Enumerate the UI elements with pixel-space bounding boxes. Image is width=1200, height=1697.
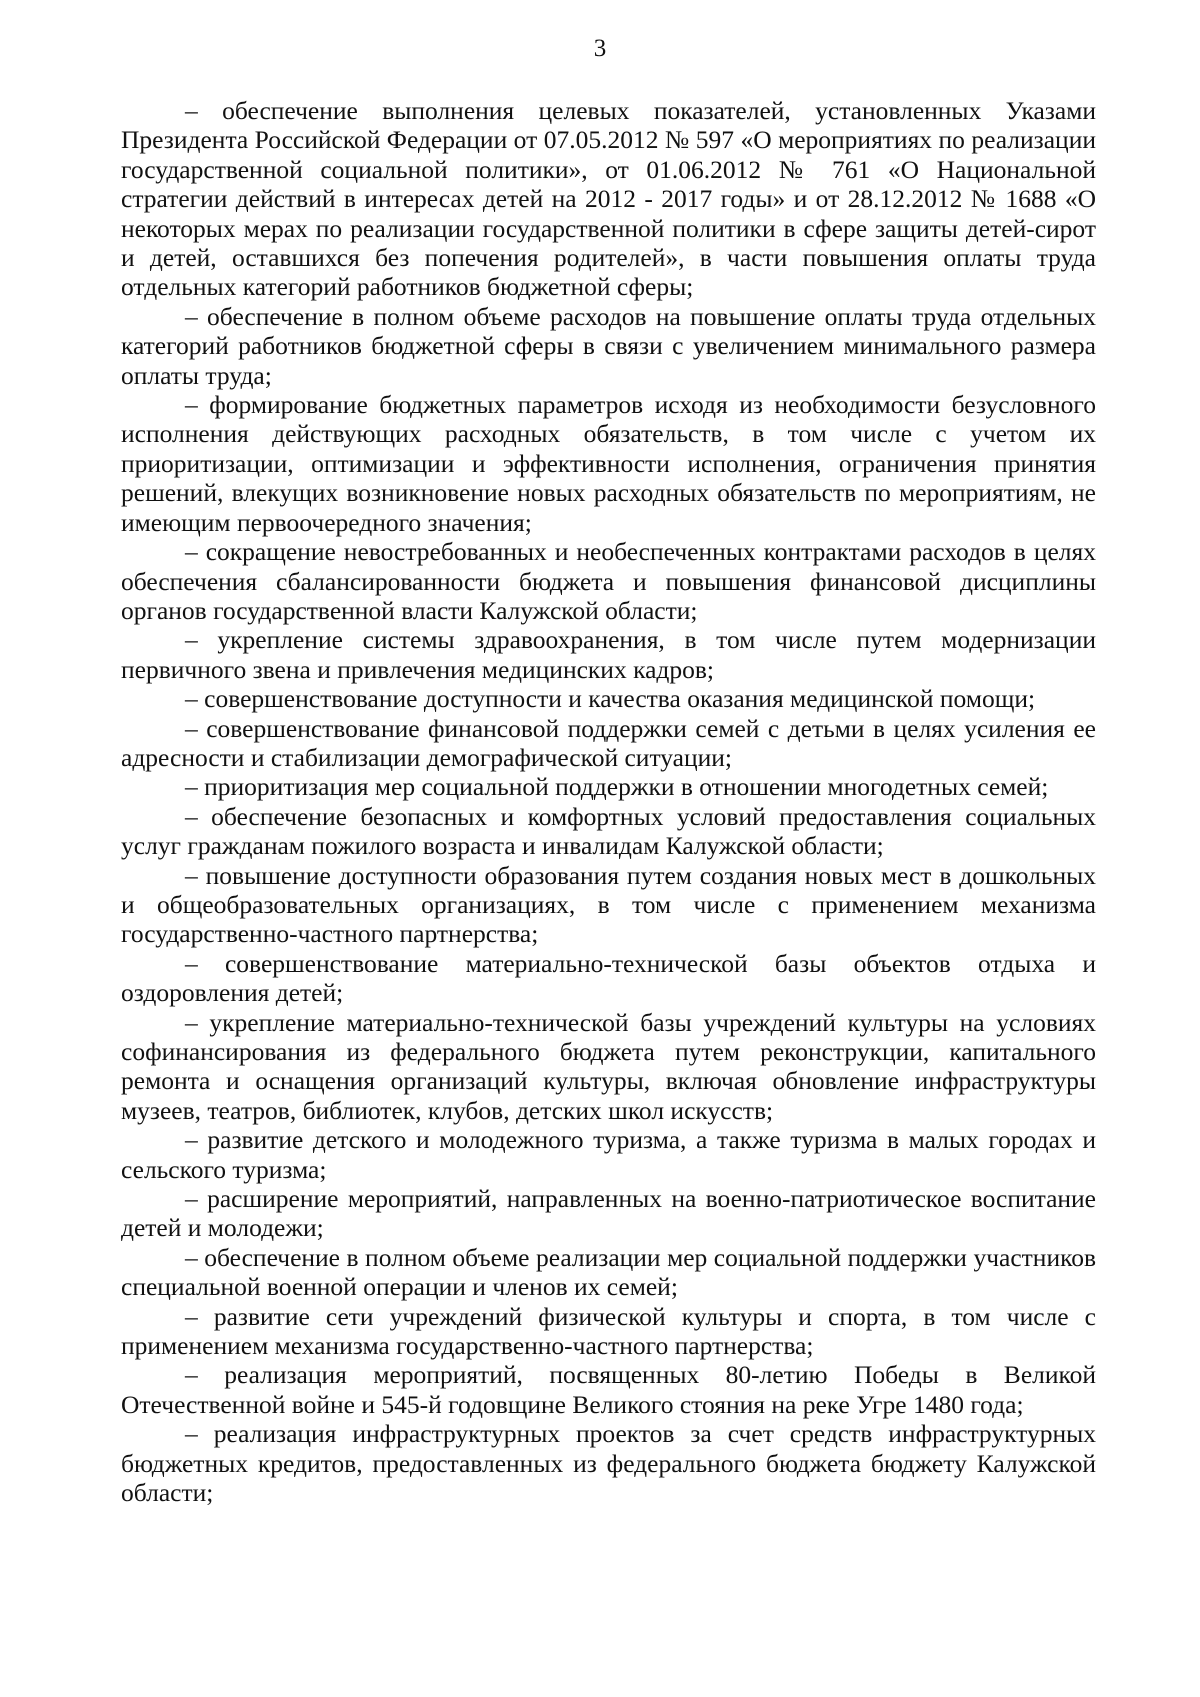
list-item: – обеспечение безопасных и комфортных условий предоставления социальных услуг гражданам пожилого возраста и инвалидам Калужской области; (121, 801, 1096, 861)
list-item: – обеспечение в полном объеме реализации мер социальной поддержки участников специальной военной операции и членов их семей; (121, 1242, 1096, 1302)
list-item: – совершенствование финансовой поддержки семей с детьми в целях усиления ее адресности и стабилизации демографической ситуации; (121, 713, 1096, 772)
list-item: – обеспечение выполнения целевых показателей, установленных Указами Президента Российской Федерации от 07.05.2012 № 597 «О мероприятиях по реализации государственной социальной политики», от 01.06.2012 № 761 «О Национальной стратегии действий в интересах детей на 2012 - 2017 годы» и от 28.12.2012 № 1688 «О некоторых мерах по реализации государственной политики в сфере защиты детей-сирот и детей, оставшихся без попечения родителей», в части повышения оплаты труда отдельных категорий работников бюджетной сферы; (121, 96, 1096, 302)
list-item: – расширение мероприятий, направленных на военно-патриотическое воспитание детей и молодежи; (121, 1184, 1096, 1243)
list-item: – повышение доступности образования путем создания новых мест в дошкольных и общеобразовательных организациях, в том числе с применением механизма государственно-частного партнерства; (121, 860, 1096, 949)
list-item: – укрепление системы здравоохранения, в том числе путем модернизации первичного звена и привлечения медицинских кадров; (121, 625, 1096, 684)
list-item: – сокращение невостребованных и необеспеченных контрактами расходов в целях обеспечения сбалансированности бюджета и повышения финансовой дисциплины органов государственной власти Калужской области; (121, 537, 1096, 625)
list-item: – совершенствование материально-технической базы объектов отдыха и оздоровления детей; (121, 948, 1096, 1008)
document-body (121, 96, 1096, 1508)
list-item: – реализация мероприятий, посвященных 80-летию Победы в Великой Отечественной войне и 545-й годовщине Великого стояния на реке Угре 1480 года; (121, 1360, 1096, 1419)
page-number: 3 (593, 35, 607, 62)
list-item: – укрепление материально-технической базы учреждений культуры на условиях софинансирования из федерального бюджета путем реконструкции, капитального ремонта и оснащения организаций культуры, включая обновление инфраструктуры музеев, театров, библиотек, клубов, детских школ искусств; (121, 1007, 1096, 1125)
list-item: – формирование бюджетных параметров исходя из необходимости безусловного исполнения действующих расходных обязательств, в том числе с учетом их приоритизации, оптимизации и эффективности исполнения, ограничения принятия решений, влекущих возникновение новых расходных обязательств по мероприятиям, не имеющим первоочередного значения; (121, 390, 1096, 537)
list-item: – развитие детского и молодежного туризма, а также туризма в малых городах и сельского туризма; (121, 1125, 1096, 1184)
list-item: – обеспечение в полном объеме расходов на повышение оплаты труда отдельных категорий работников бюджетной сферы в связи с увеличением минимального размера оплаты труда; (121, 301, 1096, 390)
list-item: – приоритизация мер социальной поддержки в отношении многодетных семей; (185, 772, 1049, 802)
list-item: – развитие сети учреждений физической культуры и спорта, в том числе с применением механизма государственно-частного партнерства; (121, 1301, 1096, 1361)
list-item: – совершенствование доступности и качества оказания медицинской помощи; (185, 684, 1036, 714)
list-item: – реализация инфраструктурных проектов за счет средств инфраструктурных бюджетных кредитов, предоставленных из федерального бюджета бюджету Калужской области; (121, 1419, 1096, 1508)
